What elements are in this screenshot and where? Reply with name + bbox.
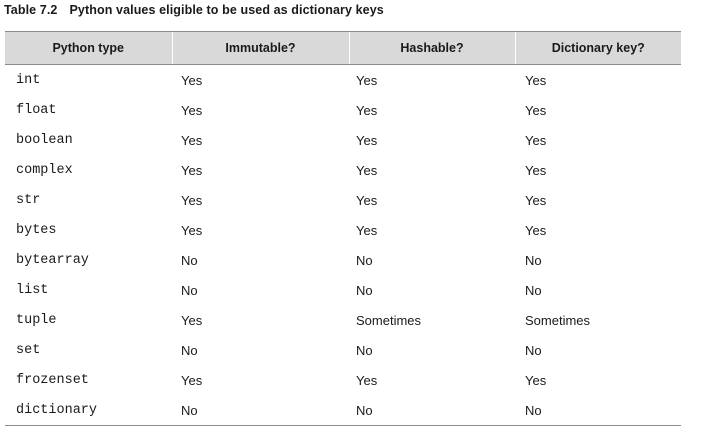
type-cell: list (16, 282, 49, 298)
table-header (5, 32, 681, 65)
immutable-cell: Yes (181, 162, 203, 178)
immutable-cell: Yes (181, 132, 203, 148)
caption-title: Python values eligible to be used as dictionary keys (69, 3, 384, 17)
immutable-cell: No (181, 282, 198, 298)
hashable-cell: Yes (356, 102, 378, 118)
table-caption (4, 3, 384, 17)
column-header-immutable: Immutable? (172, 32, 349, 65)
hashable-cell: Sometimes (356, 312, 422, 328)
table-row (5, 335, 681, 365)
type-cell: boolean (16, 132, 73, 148)
dictionary-key-cell: Yes (525, 222, 547, 238)
table-body (5, 65, 681, 426)
immutable-cell: Yes (181, 222, 203, 238)
caption-label: Table 7.2 (4, 3, 58, 17)
immutable-cell: Yes (181, 372, 203, 388)
immutable-cell: Yes (181, 192, 203, 208)
dictionary-key-cell: Yes (525, 162, 547, 178)
type-cell: dictionary (5, 395, 172, 426)
dictionary-key-cell: Yes (525, 132, 547, 148)
table-row (5, 365, 681, 395)
column-header-python-type: Python type (5, 32, 172, 65)
table-row (5, 215, 681, 245)
immutable-cell: No (181, 252, 198, 268)
hashable-cell: Yes (356, 72, 378, 88)
dictionary-key-cell: Yes (525, 102, 547, 118)
type-cell: frozenset (16, 372, 89, 388)
hashable-cell: No (356, 252, 373, 268)
immutable-cell: Yes (181, 72, 203, 88)
type-cell: int (16, 72, 41, 88)
hashable-cell: No (356, 342, 373, 358)
table-row (5, 95, 681, 125)
immutable-cell: No (172, 395, 349, 426)
hashable-cell: No (356, 282, 373, 298)
dictionary-key-cell: No (525, 282, 542, 298)
table-row (5, 305, 681, 335)
dictionary-key-cell: Yes (525, 192, 547, 208)
table-row (5, 245, 681, 275)
hashable-cell: Yes (356, 222, 378, 238)
dictionary-key-cell: No (515, 395, 681, 426)
dictionary-key-cell: Yes (525, 372, 547, 388)
type-cell: str (16, 192, 41, 208)
type-cell: complex (16, 162, 73, 178)
table-row (5, 185, 681, 215)
dictionary-key-cell: No (525, 252, 542, 268)
column-header-hashable: Hashable? (349, 32, 515, 65)
table-row (5, 395, 681, 426)
hashable-cell: Yes (356, 162, 378, 178)
table-row (5, 155, 681, 185)
dictionary-key-cell: No (525, 342, 542, 358)
hashable-cell: Yes (356, 192, 378, 208)
type-cell: bytearray (16, 252, 89, 268)
immutable-cell: Yes (181, 102, 203, 118)
dictionary-key-cell: Yes (525, 72, 547, 88)
hashable-cell: Yes (356, 132, 378, 148)
column-header-dictionary-key: Dictionary key? (515, 32, 681, 65)
hashable-cell: No (349, 395, 515, 426)
table-row (5, 275, 681, 305)
immutable-cell: No (181, 342, 198, 358)
type-cell: bytes (16, 222, 57, 238)
immutable-cell: Yes (181, 312, 203, 328)
table-row (5, 65, 681, 96)
python-values-table (5, 31, 681, 426)
table-row (5, 125, 681, 155)
type-cell: tuple (16, 312, 57, 328)
hashable-cell: Yes (356, 372, 378, 388)
type-cell: set (16, 342, 41, 358)
header-row (5, 32, 681, 65)
dictionary-key-cell: Sometimes (525, 312, 591, 328)
type-cell: float (16, 102, 57, 118)
